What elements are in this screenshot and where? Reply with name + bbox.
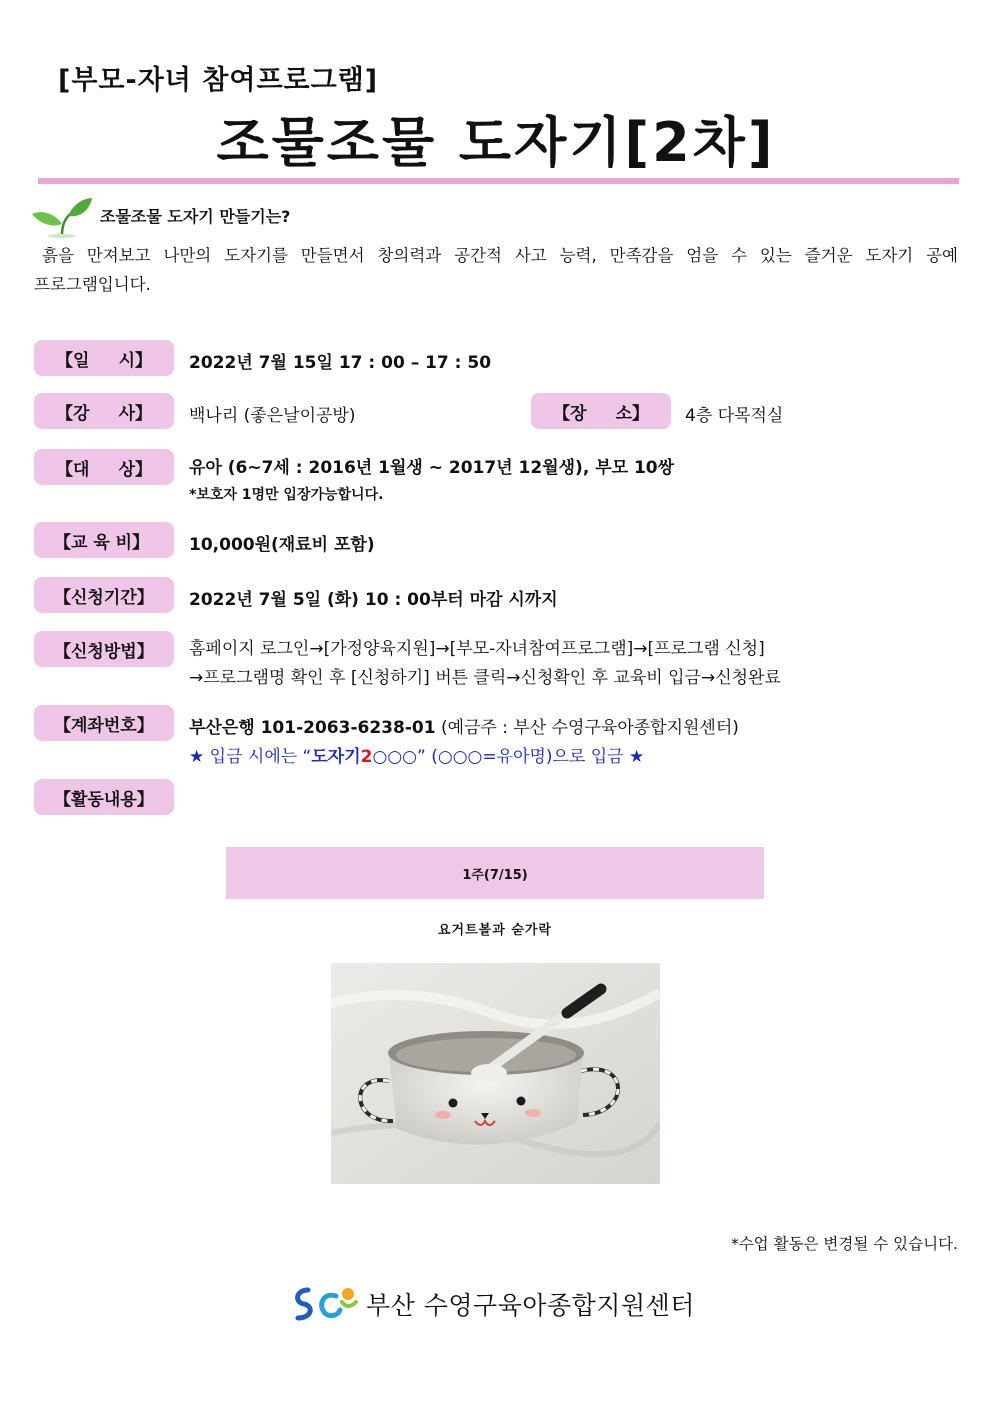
account-line <box>189 713 739 738</box>
target-value: 유아 (6~7세 : 2016년 1월생 ~ 2017년 12월생), 부모 10쌍 <box>189 458 675 478</box>
label-method: 【신청방법】 <box>34 631 174 667</box>
label-instructor: 【강 사】 <box>34 393 174 429</box>
label-period: 【신청기간】 <box>34 577 174 613</box>
org-name: 부산 수영구육아종합지원센터 <box>366 1291 695 1320</box>
page-title: 조물조물 도자기[2차] <box>216 111 776 174</box>
program-subtitle: [부모-자녀 참여프로그램] <box>58 65 379 96</box>
period-value: 2022년 7월 5일 (화) 10 : 00부터 마감 시까지 <box>189 590 558 610</box>
label-datetime: 【일 시】 <box>34 340 174 376</box>
target-note: *보호자 1명만 입장가능합니다. <box>189 487 384 503</box>
label-fee: 【교 육 비】 <box>34 522 174 558</box>
method-line1: 홈페이지 로그인→[가정양육지원]→[부모-자녀참여프로그램]→[프로그램 신청] <box>189 639 765 659</box>
sprout-icon <box>30 196 94 238</box>
intro-body: 흙을 만져보고 나만의 도자기를 만들면서 창의력과 공간적 사고 능력, 만족감을 엄을 수 있는 즐거운 도자기 공예 프로그램입니다. <box>34 246 958 294</box>
label-target: 【대 상】 <box>34 449 174 485</box>
org-logo-icon <box>290 1280 360 1328</box>
fee-value: 10,000원(재료비 포함) <box>189 535 375 555</box>
datetime-value: 2022년 7월 15일 17 : 00 – 17 : 50 <box>189 353 492 373</box>
instructor-value: 백나리 (좋은날이공방) <box>189 406 356 426</box>
intro-heading: 조물조물 도자기 만들기는? <box>100 207 291 226</box>
title-divider <box>38 178 959 184</box>
yogurt-bowl-photo <box>331 963 660 1184</box>
activity-caption: 요거트볼과 숟가락 <box>438 923 552 938</box>
venue-value: 4층 다목적실 <box>685 406 784 426</box>
label-venue: 【장 소】 <box>531 393 671 429</box>
account-holder: (예금주 : 부산 수영구육아종합지원센터) <box>440 718 739 738</box>
org-logo <box>290 1280 695 1328</box>
method-line2: →프로그램명 확인 후 [신청하기] 버튼 클릭→신청확인 후 교육비 입금→신청완료 <box>189 668 781 688</box>
disclaimer: *수업 활동은 변경될 수 있습니다. <box>730 1235 958 1253</box>
deposit-notice: ★ 입금 시에는 “도자기2○○○” (○○○=유아명)으로 입금 ★ <box>189 747 645 767</box>
week-header: 1주(7/15) <box>226 847 764 899</box>
label-activity: 【활동내용】 <box>34 779 174 815</box>
account-number: 부산은행 101-2063-6238-01 <box>189 718 436 738</box>
label-account: 【계좌번호】 <box>34 705 174 741</box>
